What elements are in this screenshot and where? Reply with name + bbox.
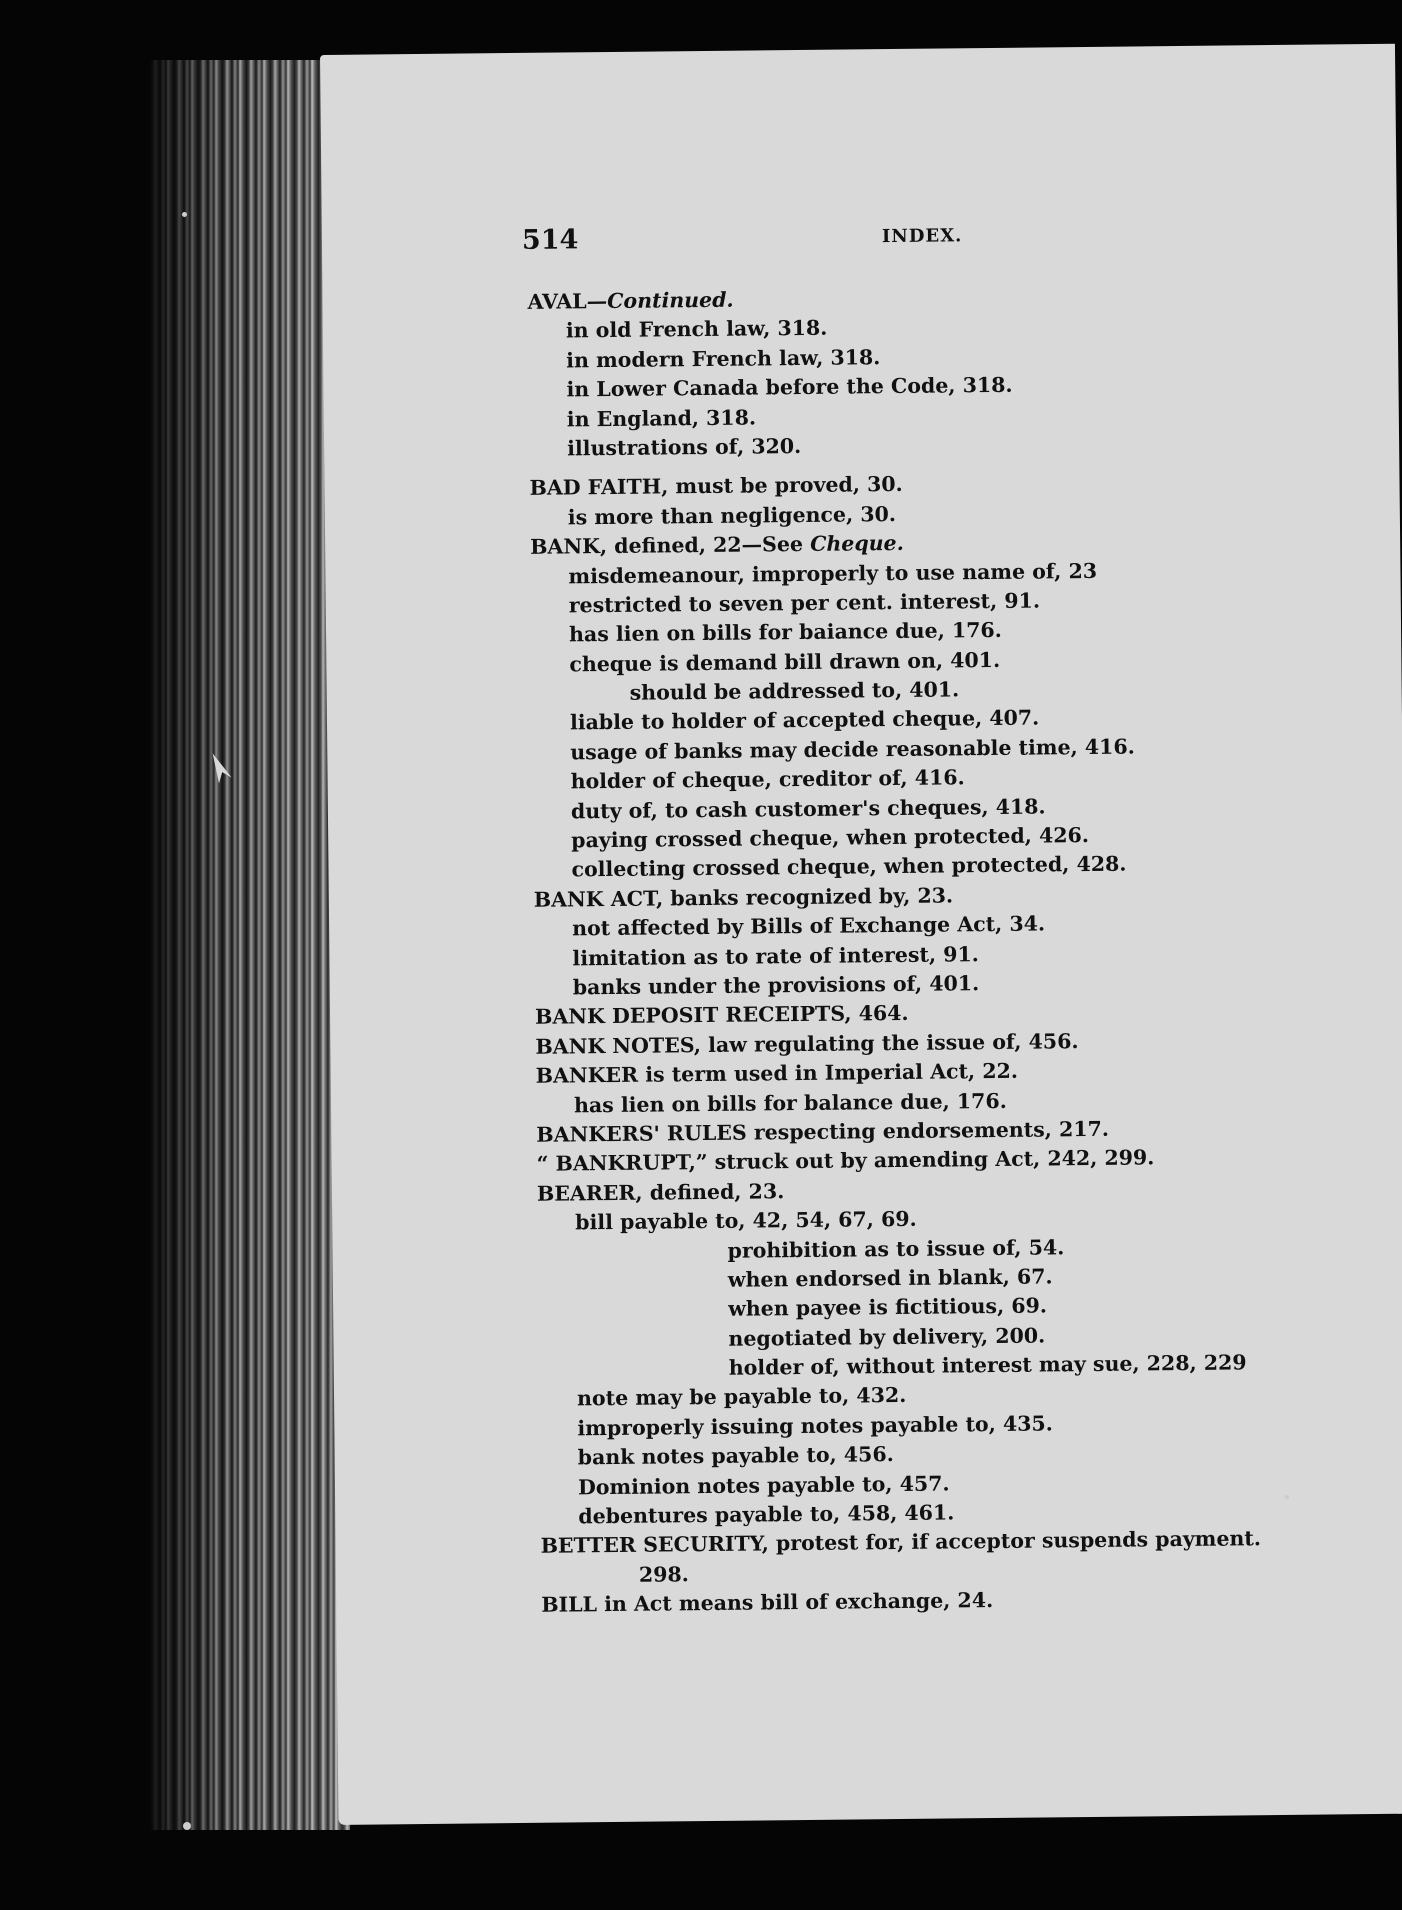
scan-speck bbox=[182, 212, 187, 217]
entry-text: protest for, if acceptor suspends payment. bbox=[768, 1526, 1262, 1556]
entry-text: struck out by amending Act, 242, 299. bbox=[707, 1145, 1155, 1175]
entry-heading: BAD FAITH, bbox=[529, 474, 669, 501]
entry-heading: BANKER bbox=[535, 1062, 639, 1088]
scan-speck bbox=[1285, 1495, 1289, 1499]
entry-text: has lien on bills for balance due, 176. bbox=[573, 1088, 1007, 1117]
running-title: INDEX. bbox=[881, 225, 963, 248]
entry-italic-text: Cheque. bbox=[809, 531, 904, 557]
entry-text: illustrations of, 320. bbox=[567, 433, 802, 461]
entry-text: defined, 23. bbox=[642, 1178, 785, 1205]
entry-text: bank notes payable to, 456. bbox=[577, 1442, 894, 1470]
entry-heading: BETTER SECURITY, bbox=[540, 1531, 769, 1559]
entry-text: banks recognized by, 23. bbox=[663, 883, 954, 911]
entry-text: in England, 318. bbox=[566, 405, 757, 431]
entry-heading: BANK NOTES, bbox=[535, 1032, 702, 1059]
entry-text: cheque is demand bill drawn on, 401. bbox=[569, 647, 1001, 677]
entry-italic-text: —Continued. bbox=[586, 287, 734, 314]
entry-text: has lien on bills for baiance due, 176. bbox=[568, 618, 1002, 647]
entry-text: is more than negligence, 30. bbox=[567, 501, 897, 530]
page-header bbox=[522, 217, 1322, 265]
entry-heading: AVAL bbox=[527, 289, 587, 314]
entry-text: paying crossed cheque, when protected, 426. bbox=[571, 823, 1090, 853]
entry-text: holder of, without interest may sue, 228, 229 bbox=[728, 1350, 1247, 1380]
entry-text: note may be payable to, 432. bbox=[576, 1383, 907, 1411]
page-edge-shadow bbox=[150, 60, 350, 1830]
entry-text: Dominion notes payable to, 457. bbox=[577, 1471, 950, 1500]
entry-text: must be proved, 30. bbox=[668, 472, 903, 499]
entry-text: holder of cheque, creditor of, 416. bbox=[570, 765, 965, 794]
entry-heading: BEARER, bbox=[536, 1180, 643, 1206]
scan-speck bbox=[183, 1822, 191, 1830]
entry-text: debentures payable to, 458, 461. bbox=[578, 1500, 955, 1529]
entry-text: banks under the provisions of, 401. bbox=[572, 971, 980, 1000]
entry-text: when payee is fictitious, 69. bbox=[728, 1293, 1048, 1322]
entry-text: when endorsed in blank, 67. bbox=[727, 1264, 1053, 1292]
entry-text: in Act means bill of exchange, 24. bbox=[596, 1588, 994, 1617]
index-entries bbox=[527, 279, 1381, 1620]
entry-text: in old French law, 318. bbox=[565, 316, 828, 343]
entry-text: law regulating the issue of, 456. bbox=[700, 1028, 1079, 1057]
entry-text: 464. bbox=[851, 1001, 909, 1026]
entry-text: usage of banks may decide reasonable time, 416. bbox=[570, 734, 1135, 765]
entry-text: bill payable to, 42, 54, 67, 69. bbox=[575, 1206, 917, 1235]
entry-heading: BANK DEPOSIT RECEIPTS, bbox=[534, 1001, 852, 1030]
entry-text: misdemeanour, improperly to use name of, 23 bbox=[568, 558, 1098, 588]
entry-text: negotiated by delivery, 200. bbox=[728, 1323, 1046, 1351]
entry-text: liable to holder of accepted cheque, 407. bbox=[569, 705, 1040, 735]
entry-text: should be addressed to, 401. bbox=[629, 677, 960, 705]
entry-text: in modern French law, 318. bbox=[566, 344, 881, 373]
page-number: 514 bbox=[521, 224, 579, 256]
entry-text: is term used in Imperial Act, 22. bbox=[638, 1058, 1019, 1087]
entry-text: in Lower Canada before the Code, 318. bbox=[566, 372, 1013, 402]
entry-text: defined, 22—See bbox=[606, 532, 811, 559]
entry-text: limitation as to rate of interest, 91. bbox=[572, 941, 979, 970]
entry-text: respecting endorsements, 217. bbox=[746, 1116, 1110, 1145]
entry-text: duty of, to cash customer's cheques, 418. bbox=[570, 794, 1046, 824]
entry-text: collecting crossed cheque, when protected, 428. bbox=[571, 852, 1127, 882]
entry-text: not affected by Bills of Exchange Act, 34. bbox=[572, 911, 1046, 941]
book-page bbox=[320, 44, 1402, 1825]
entry-heading: BILL bbox=[541, 1592, 598, 1617]
entry-heading: BANK ACT, bbox=[533, 886, 664, 912]
entry-heading: “ BANKRUPT,” bbox=[536, 1150, 708, 1177]
entry-heading: BANKERS' RULES bbox=[536, 1120, 747, 1147]
entry-text: 298. bbox=[638, 1562, 689, 1587]
entry-text: restricted to seven per cent. interest, 91. bbox=[568, 588, 1041, 618]
entry-text: prohibition as to issue of, 54. bbox=[727, 1234, 1065, 1263]
entry-heading: BANK, bbox=[530, 534, 608, 559]
entry-text: improperly issuing notes payable to, 435. bbox=[577, 1411, 1053, 1441]
